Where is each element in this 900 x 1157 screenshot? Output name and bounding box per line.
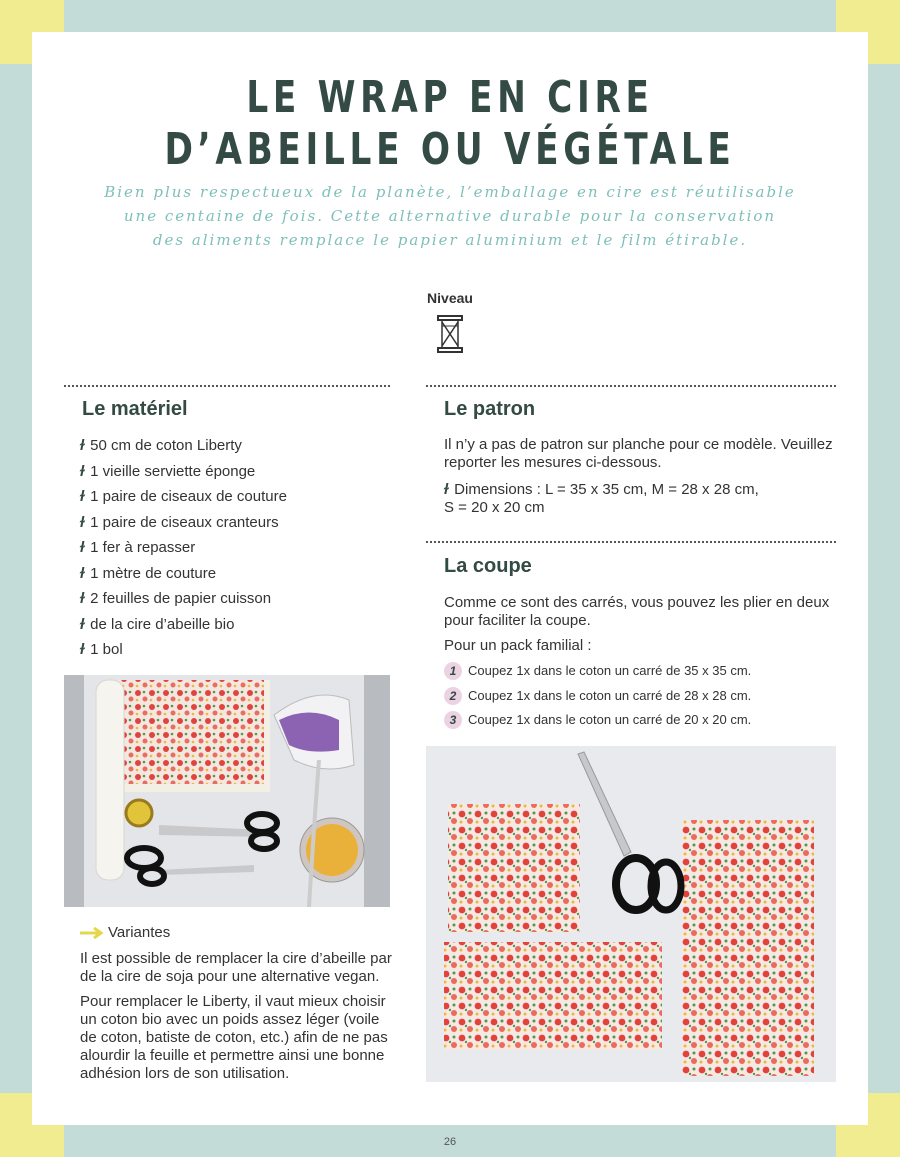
divider-left bbox=[64, 385, 390, 387]
step-number: 3 bbox=[444, 711, 462, 729]
level-label: Niveau bbox=[427, 290, 473, 306]
list-item: ɫ 1 mètre de couture bbox=[80, 564, 217, 582]
list-item: ɫ 1 bol bbox=[80, 641, 123, 658]
bullet-icon: ɫ bbox=[80, 488, 85, 505]
bullet-icon: ɫ bbox=[80, 462, 85, 480]
list-item: ɫ 50 cm de coton Liberty bbox=[80, 437, 242, 454]
patron-dimensions bbox=[444, 481, 836, 517]
intro-text bbox=[92, 180, 808, 252]
step-text: Coupez 1x dans le coton un carré de 20 x 20 cm. bbox=[468, 712, 752, 727]
dimensions-line-1: Dimensions : L = 35 x 35 cm, M = 28 x 28 cm, bbox=[454, 481, 759, 498]
page bbox=[32, 32, 868, 1125]
list-item: ɫ 1 fer à repasser bbox=[80, 539, 196, 556]
step-text: Coupez 1x dans le coton un carré de 35 x 35 cm. bbox=[468, 663, 752, 678]
list-item: ɫ 1 paire de ciseaux cranteurs bbox=[80, 513, 279, 531]
step-item bbox=[444, 687, 751, 712]
list-item: ɫ de la cire d’abeille bio bbox=[80, 615, 235, 633]
bullet-icon: ɫ bbox=[80, 590, 85, 607]
cut-squares-photo bbox=[426, 746, 836, 1082]
level-spool-icon bbox=[436, 314, 464, 354]
variantes-paragraph-1: Il est possible de remplacer la cire d’abeille par de la cire de soja pour une alternative vegan. bbox=[80, 950, 392, 985]
variantes-paragraph-2: Pour remplacer le Liberty, il vaut mieux choisir un coton bio avec un poids assez léger (voile de coton, batiste de coton, etc.) afin de ne pas alourdir la feuille et permettre ainsi une bonne adhésion lors de son utilisation. bbox=[80, 993, 388, 1082]
list-item: ɫ 1 paire de ciseaux de couture bbox=[80, 488, 287, 505]
coupe-pack: Pour un pack familial : bbox=[444, 637, 592, 654]
title-line-1: LE WRAP EN CIRE bbox=[246, 72, 654, 123]
arrow-right-icon bbox=[80, 927, 104, 939]
coupe-steps bbox=[444, 662, 751, 736]
coupe-heading: La coupe bbox=[444, 555, 532, 577]
materiel-heading: Le matériel bbox=[82, 398, 188, 420]
list-item: ɫ 2 feuilles de papier cuisson bbox=[80, 590, 272, 607]
bullet-icon: ɫ bbox=[80, 513, 85, 531]
coupe-text: Comme ce sont des carrés, vous pouvez les plier en deux pour faciliter la coupe. bbox=[444, 594, 830, 629]
bullet-icon: ɫ bbox=[80, 615, 85, 633]
materials-photo bbox=[64, 675, 390, 907]
step-text: Coupez 1x dans le coton un carré de 28 x 28 cm. bbox=[468, 687, 752, 703]
divider-right-middle bbox=[426, 541, 836, 543]
step-number: 2 bbox=[444, 687, 462, 705]
bullet-icon: ɫ bbox=[80, 437, 85, 454]
step-item bbox=[444, 662, 751, 687]
bullet-icon: ɫ bbox=[80, 564, 85, 582]
intro-line-3: des aliments remplace le papier aluminium et le film étirable. bbox=[152, 231, 748, 249]
list-item: ɫ 1 vieille serviette éponge bbox=[80, 462, 256, 480]
title-line-2: D’ABEILLE OU VÉGÉTALE bbox=[164, 124, 736, 175]
step-number: 1 bbox=[444, 662, 462, 680]
intro-line-2: une centaine de fois. Cette alternative durable pour la conservation bbox=[123, 207, 777, 225]
patron-text: Il n’y a pas de patron sur planche pour ce modèle. Veuillez reporter les mesures ci-dessous. bbox=[444, 436, 833, 471]
page-title bbox=[124, 72, 776, 176]
bullet-icon: ɫ bbox=[80, 641, 85, 658]
variantes-label: Variantes bbox=[108, 924, 171, 941]
dimensions-line-2: S = 20 x 20 cm bbox=[444, 499, 545, 516]
page-number: 26 bbox=[443, 1136, 457, 1148]
step-item bbox=[444, 711, 751, 736]
materiel-list bbox=[80, 436, 287, 666]
bullet-icon: ɫ bbox=[80, 539, 85, 556]
patron-heading: Le patron bbox=[444, 398, 536, 420]
intro-line-1: Bien plus respectueux de la planète, l’emballage en cire est réutilisable bbox=[104, 183, 796, 201]
divider-right-top bbox=[426, 385, 836, 387]
bullet-icon: ɫ bbox=[444, 481, 449, 498]
